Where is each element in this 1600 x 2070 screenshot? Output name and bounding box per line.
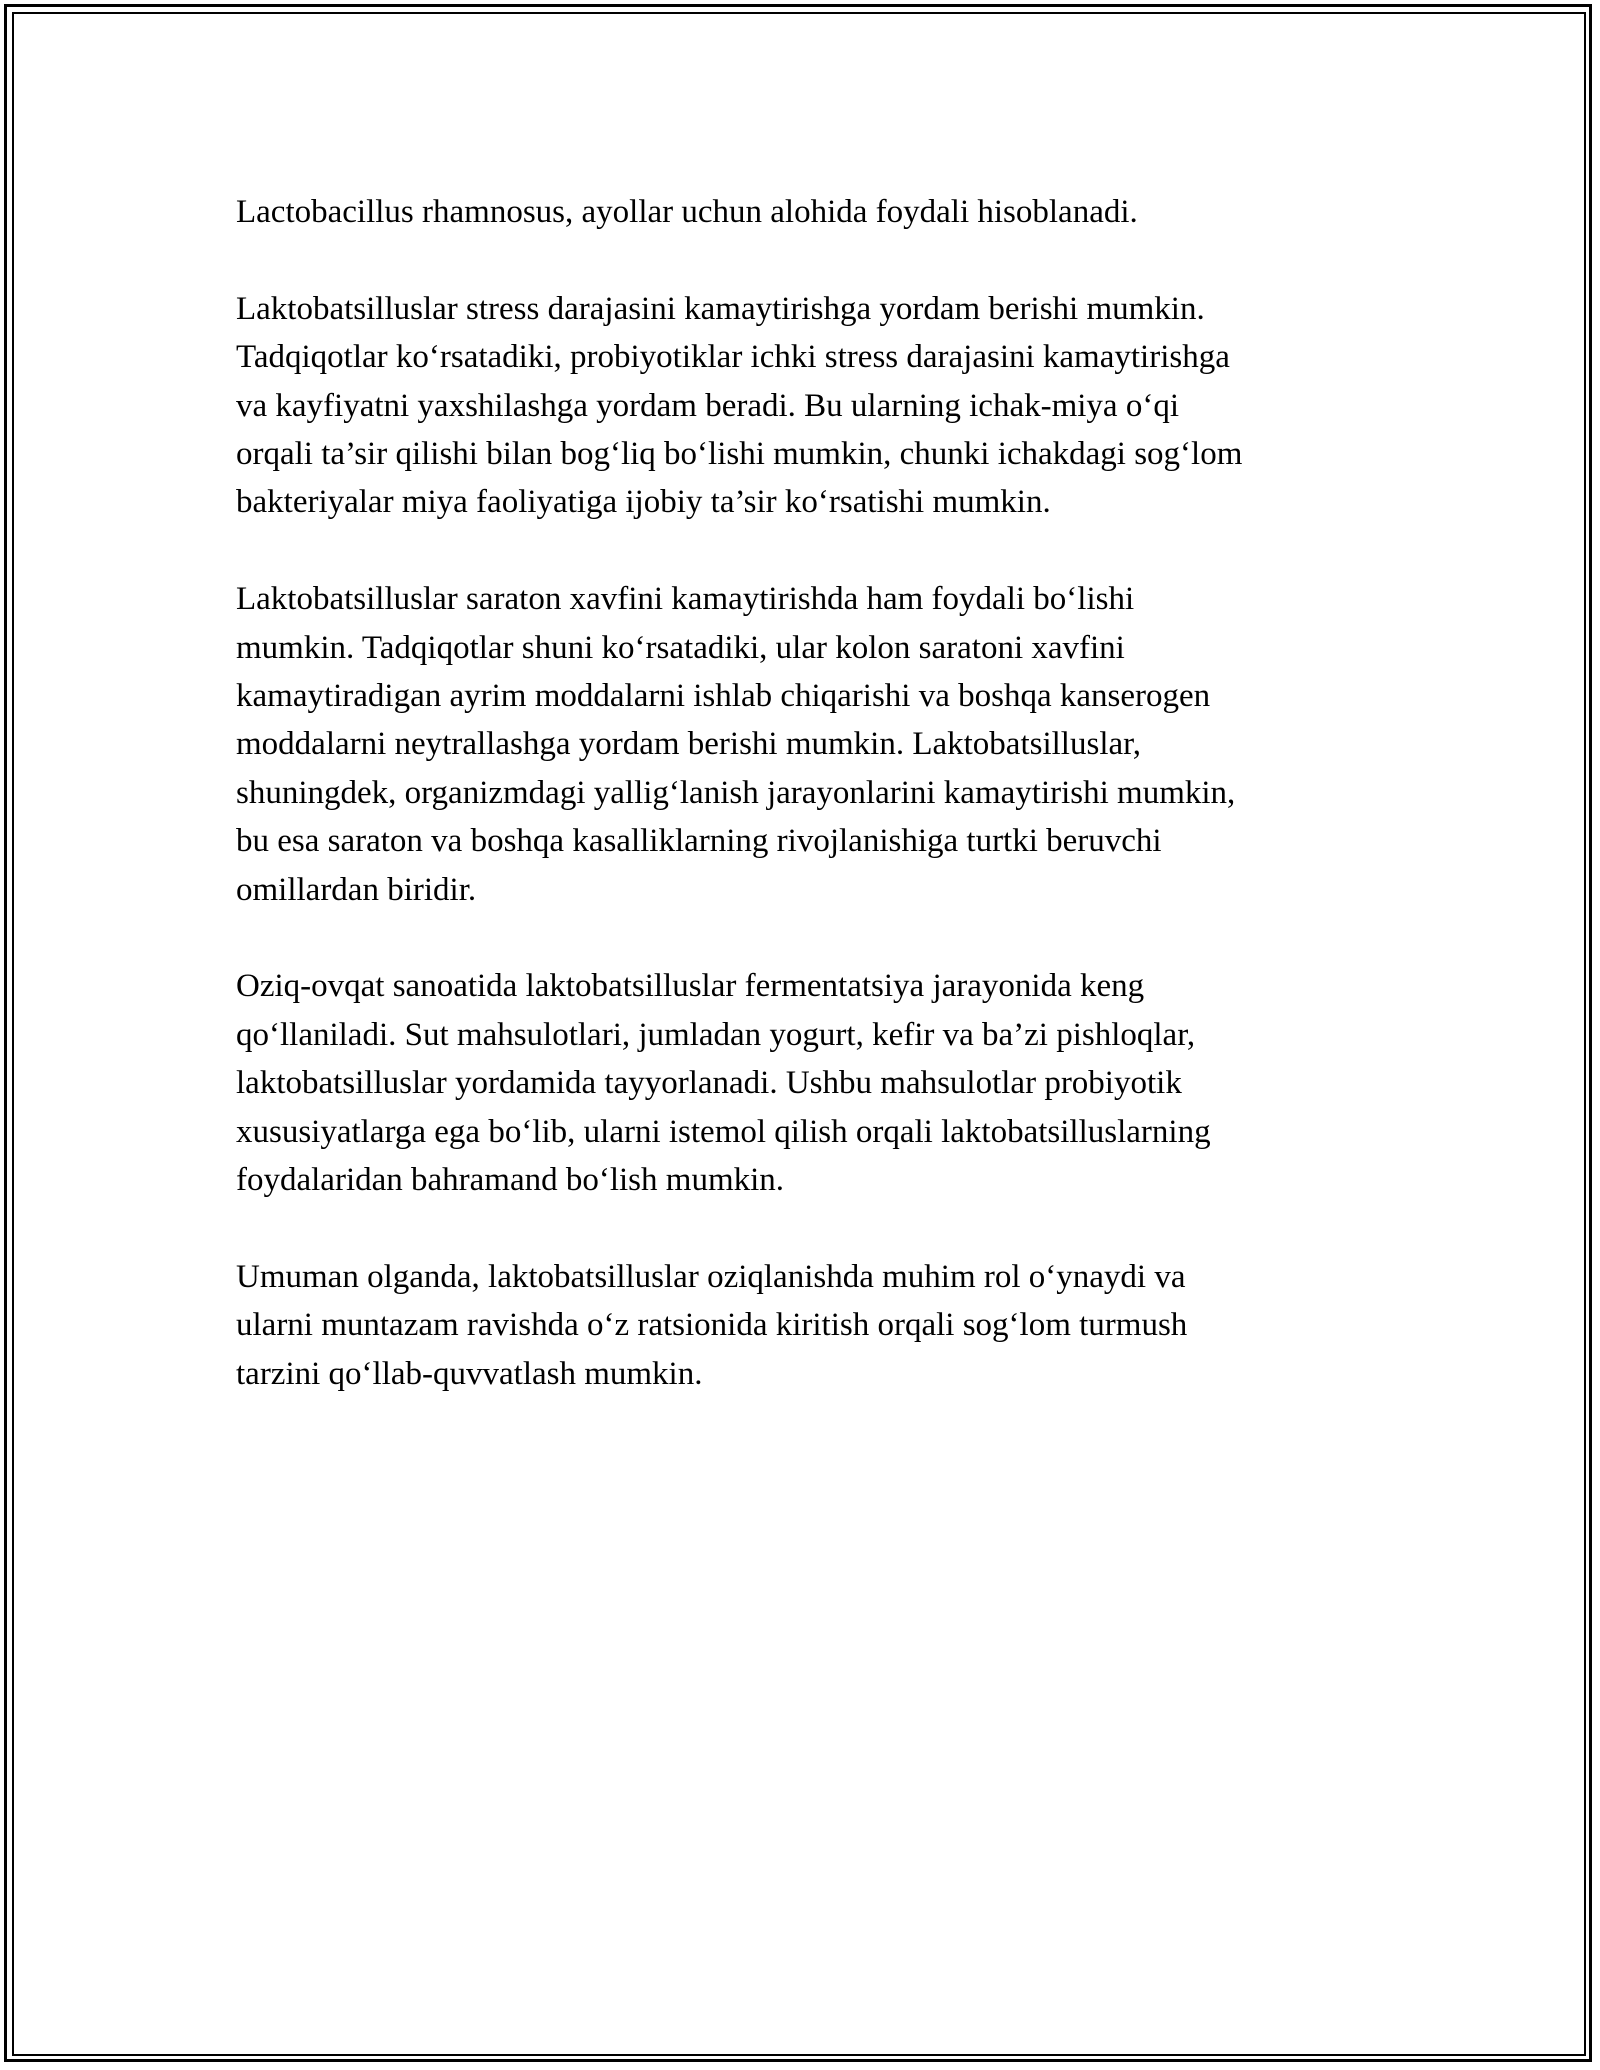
text-line: ularni muntazam ravishda o‘z ratsionida kiritish orqali sog‘lom turmush bbox=[236, 1307, 1188, 1344]
text-line: foydalaridan bahramand bo‘lish mumkin. bbox=[236, 1162, 785, 1199]
text-line: Oziq-ovqat sanoatida laktobatsilluslar fermentatsiya jarayonida keng bbox=[236, 968, 1145, 1005]
paragraph-intro bbox=[236, 188, 1376, 236]
document-body bbox=[236, 188, 1376, 1446]
text-line: moddalarni neytrallashga yordam berishi mumkin. Laktobatsilluslar, bbox=[236, 726, 1142, 763]
text-line: mumkin. Tadqiqotlar shuni ko‘rsatadiki, ular kolon saratoni xavfini bbox=[236, 629, 1125, 666]
text-line: kamaytiradigan ayrim moddalarni ishlab chiqarishi va boshqa kanserogen bbox=[236, 678, 1211, 715]
text-line: bakteriyalar miya faoliyatiga ijobiy ta’sir ko‘rsatishi mumkin. bbox=[236, 484, 1051, 521]
text-line: shuningdek, organizmdagi yallig‘lanish jarayonlarini kamaytirishi mumkin, bbox=[236, 774, 1236, 811]
text-line: bu esa saraton va boshqa kasalliklarning rivojlanishiga turtki beruvchi bbox=[236, 823, 1162, 860]
paragraph-conclusion bbox=[236, 1253, 1376, 1398]
text-line: qo‘llaniladi. Sut mahsulotlari, jumladan yogurt, kefir va ba’zi pishloqlar, bbox=[236, 1016, 1196, 1053]
text-line: orqali ta’sir qilishi bilan bog‘liq bo‘lishi mumkin, chunki ichakdagi sog‘lom bbox=[236, 436, 1243, 473]
paragraph-cancer bbox=[236, 575, 1376, 914]
text-line: tarzini qo‘llab-quvvatlash mumkin. bbox=[236, 1355, 703, 1392]
text-line: Laktobatsilluslar stress darajasini kamaytirishga yordam berishi mumkin. bbox=[236, 290, 1205, 327]
text-line: va kayfiyatni yaxshilashga yordam beradi. Bu ularning ichak-miya o‘qi bbox=[236, 387, 1179, 424]
text-line: Umuman olganda, laktobatsilluslar oziqlanishda muhim rol o‘ynaydi va bbox=[236, 1258, 1186, 1295]
text-line: Lactobacillus rhamnosus, ayollar uchun alohida foydali hisoblanadi. bbox=[236, 194, 1138, 230]
text-line: laktobatsilluslar yordamida tayyorlanadi. Ushbu mahsulotlar probiyotik bbox=[236, 1065, 1182, 1102]
text-line: Tadqiqotlar ko‘rsatadiki, probiyotiklar ichki stress darajasini kamaytirishga bbox=[236, 339, 1230, 376]
paragraph-stress bbox=[236, 285, 1376, 527]
text-line: omillardan biridir. bbox=[236, 871, 477, 908]
text-line: Laktobatsilluslar saraton xavfini kamaytirishda ham foydali bo‘lishi bbox=[236, 581, 1135, 618]
text-line: xususiyatlarga ega bo‘lib, ularni istemol qilish orqali laktobatsilluslarning bbox=[236, 1113, 1211, 1150]
paragraph-food-industry bbox=[236, 962, 1376, 1204]
